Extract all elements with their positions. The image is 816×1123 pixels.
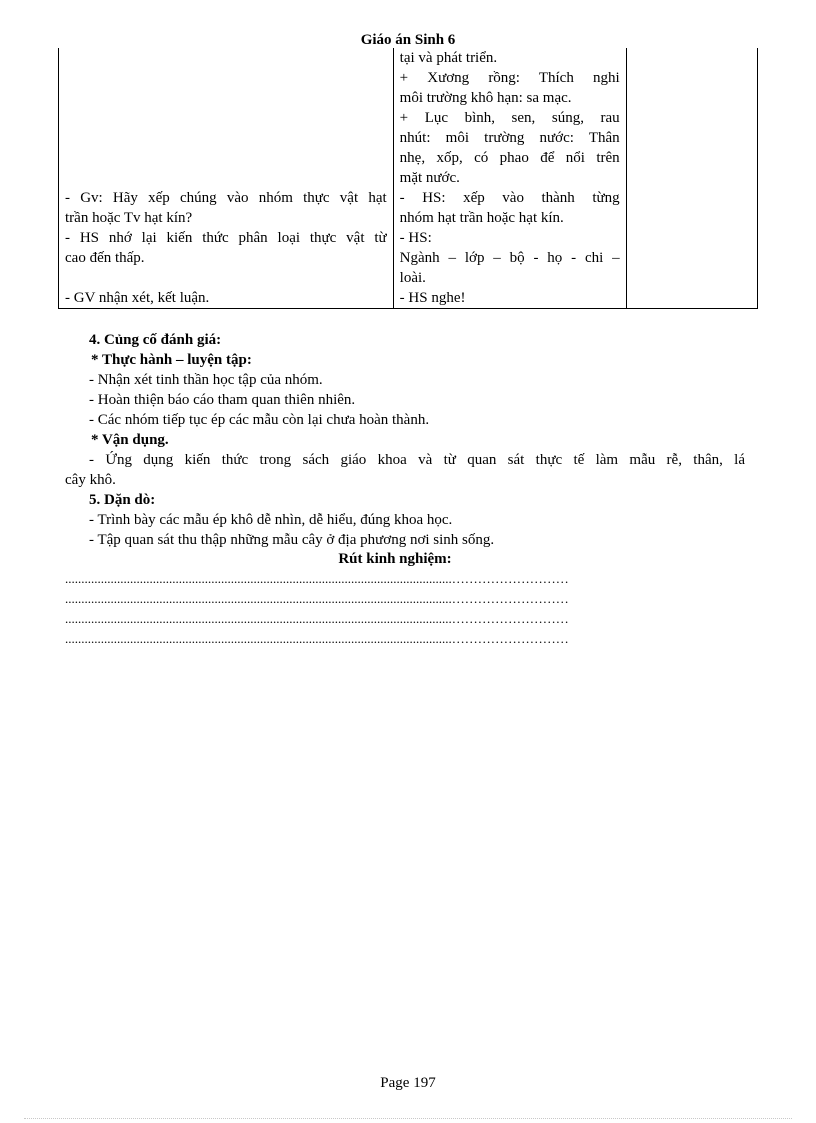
- table-text-line: tại và phát triển.: [399, 50, 498, 66]
- homework-heading: 5. Dặn dò:: [89, 492, 156, 508]
- teacher-activity-cell: [59, 48, 394, 309]
- table-text-line: - HS nhớ lại kiến thức phân loại thực vật từ: [65, 230, 387, 246]
- table-text-line: + Xương rồng: Thích nghi: [399, 70, 620, 86]
- table-text-line: nhẹ, xốp, có phao để nổi trên: [399, 150, 620, 166]
- table-text-line: - Gv: Hãy xếp chúng vào nhóm thực vật hạt: [65, 190, 387, 206]
- table-text-line: trần hoặc Tv hạt kín?: [65, 210, 193, 226]
- page-bottom-divider: [24, 1118, 792, 1119]
- consolidation-section: [65, 330, 745, 490]
- list-item: - Nhận xét tinh thần học tập của nhóm.: [89, 372, 323, 388]
- homework-section: [65, 490, 745, 550]
- dotted-line: .......................................................................................................................………………………: [65, 571, 569, 586]
- page-number: Page 197: [380, 1075, 436, 1091]
- table-text-line: mặt nước.: [399, 170, 460, 186]
- dotted-line: .......................................................................................................................………………………: [65, 591, 569, 606]
- table-text-line: + Lục bình, sen, súng, rau: [399, 110, 620, 126]
- table-text-line: - HS: xếp vào thành từng: [399, 190, 620, 206]
- dotted-line: .......................................................................................................................………………………: [65, 611, 569, 626]
- practice-heading: * Thực hành – luyện tập:: [91, 352, 252, 368]
- list-item: - Ứng dụng kiến thức trong sách giáo khoa và từ quan sát thực tế làm mẫu rễ, thân, lá: [89, 452, 745, 468]
- list-item: - Trình bày các mẫu ép khô dễ nhìn, dễ hiểu, đúng khoa học.: [89, 512, 453, 528]
- notes-cell: [626, 48, 757, 309]
- table-text-line: nhút: môi trường nước: Thân: [399, 130, 620, 146]
- list-item: cây khô.: [65, 472, 116, 488]
- list-item: - Các nhóm tiếp tục ép các mẫu còn lại chưa hoàn thành.: [89, 412, 430, 428]
- dotted-line: .......................................................................................................................………………………: [65, 631, 569, 646]
- consolidation-heading: 4. Củng cố đánh giá:: [89, 332, 222, 348]
- table-text-line: - HS nghe!: [399, 290, 466, 306]
- application-heading: * Vận dụng.: [91, 432, 169, 448]
- table-text-line: môi trường khô hạn: sa mạc.: [399, 90, 572, 106]
- list-item: - Tập quan sát thu thập những mẫu cây ở địa phương nơi sinh sống.: [89, 532, 495, 548]
- table-row: [59, 48, 758, 309]
- table-text-line: cao đến thấp.: [65, 250, 145, 266]
- table-text-line: Ngành – lớp – bộ - họ - chi –: [399, 250, 620, 266]
- table-text-line: nhóm hạt trần hoặc hạt kín.: [399, 210, 564, 226]
- table-text-line: - HS:: [399, 230, 432, 246]
- lesson-table: [58, 48, 758, 309]
- table-text-line: loài.: [399, 270, 426, 286]
- experience-section: [65, 549, 745, 649]
- document-header-title: Giáo án Sinh 6: [360, 32, 456, 48]
- student-activity-cell: [393, 48, 626, 309]
- list-item: - Hoàn thiện báo cáo tham quan thiên nhiên.: [89, 392, 356, 408]
- table-text-line: - GV nhận xét, kết luận.: [65, 290, 210, 306]
- table-text-line: [65, 268, 387, 288]
- experience-heading: Rút kinh nghiệm:: [338, 551, 452, 567]
